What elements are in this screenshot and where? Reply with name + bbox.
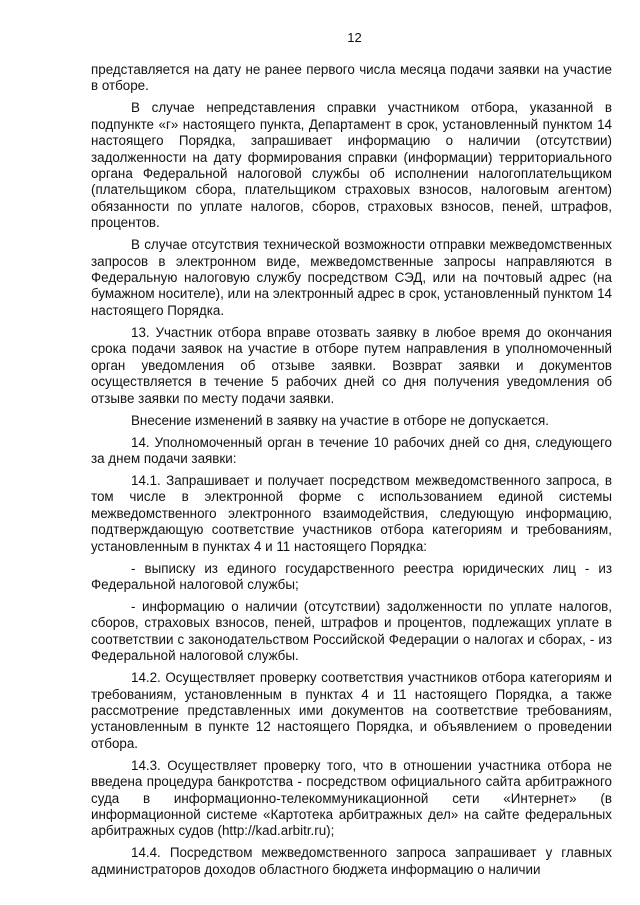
page-number: 12 [347, 30, 362, 45]
paragraph-14-authorized-body: 14. Уполномоченный орган в течение 10 рабочих дней со дня, следующего за днем подачи заявки: [91, 434, 612, 466]
paragraph-non-submission-certificate: В случае непредставления справки участником отбора, указанной в подпункте «г» настоящего пункта, Департамент в срок, установленный пунктом 14 настоящего Порядка, запрашивает информацию о наличии (отсутствии) задолженности на дату формирования справки (информации) территориального органа Федеральной налоговой службы об исполнении налогоплательщиком (плательщиком сбора, плательщиком страховых взносов, налоговым агентом) обязанности по уплате налогов, сборов, страховых взносов, пеней, штрафов, процентов. [91, 100, 612, 231]
list-item-debt-information: - информацию о наличии (отсутствии) задолженности по уплате налогов, сборов, страховых взносов, пеней, штрафов и процентов, подлежащих уплате в соответствии с законодательством Российской Федерации о налогах и сборах, - из Федеральной налоговой службы. [91, 598, 612, 664]
paragraph-14-2-verification: 14.2. Осуществляет проверку соответствия участников отбора категориям и требованиям, установленным в пунктах 4 и 11 настоящего Порядка, а также рассмотрение представленных ими документов на соответствие требованиям, установленным в пункте 12 настоящего Порядка, и объявлением о проведении отбора. [91, 670, 612, 751]
paragraph-14-4-request: 14.4. Посредством межведомственного запроса запрашивает у главных администраторов доходов областного бюджета информацию о наличии [91, 845, 612, 877]
list-item-egrul-extract: - выписку из единого государственного реестра юридических лиц - из Федеральной налоговой службы; [91, 560, 612, 592]
paragraph-continuation: представляется на дату не ранее первого числа месяца подачи заявки на участие в отборе. [91, 62, 612, 94]
paragraph-no-electronic-capability: В случае отсутствия технической возможности отправки межведомственных запросов в электронном виде, межведомственные запросы направляются в Федеральную налоговую службу посредством СЭД, или на почтовый адрес (на бумажном носителе), или на электронный адрес в срок, установленный пунктом 14 настоящего Порядка. [91, 237, 612, 318]
paragraph-14-3-bankruptcy-check: 14.3. Осуществляет проверку того, что в отношении участника отбора не введена процедура банкротства - посредством официального сайта арбитражного суда в информационно-телекоммуникационной сети «Интернет» (в информационной системе «Картотека арбитражных дел» на сайте федеральных арбитражных судов (http://kad.arbitr.ru); [91, 757, 612, 839]
paragraph-14-1-requests: 14.1. Запрашивает и получает посредством межведомственного запроса, в том числе в электронной форме с использованием единой системы межведомственного электронного взаимодействия, следующую информацию, подтверждающую соответствие участников отбора категориям и требованиям, установленным в пунктах 4 и 11 настоящего Порядка: [91, 472, 612, 554]
paragraph-no-changes: Внесение изменений в заявку на участие в отборе не допускается. [131, 412, 549, 428]
paragraph-13-withdrawal: 13. Участник отбора вправе отозвать заявку в любое время до окончания срока подачи заявок на участие в отборе путем направления в уполномоченный орган уведомления об отзыве заявки. Возврат заявки и документов осуществляется в течение 5 рабочих дней со дня получения уведомления об отзыве заявки по месту подачи заявки. [91, 324, 612, 406]
